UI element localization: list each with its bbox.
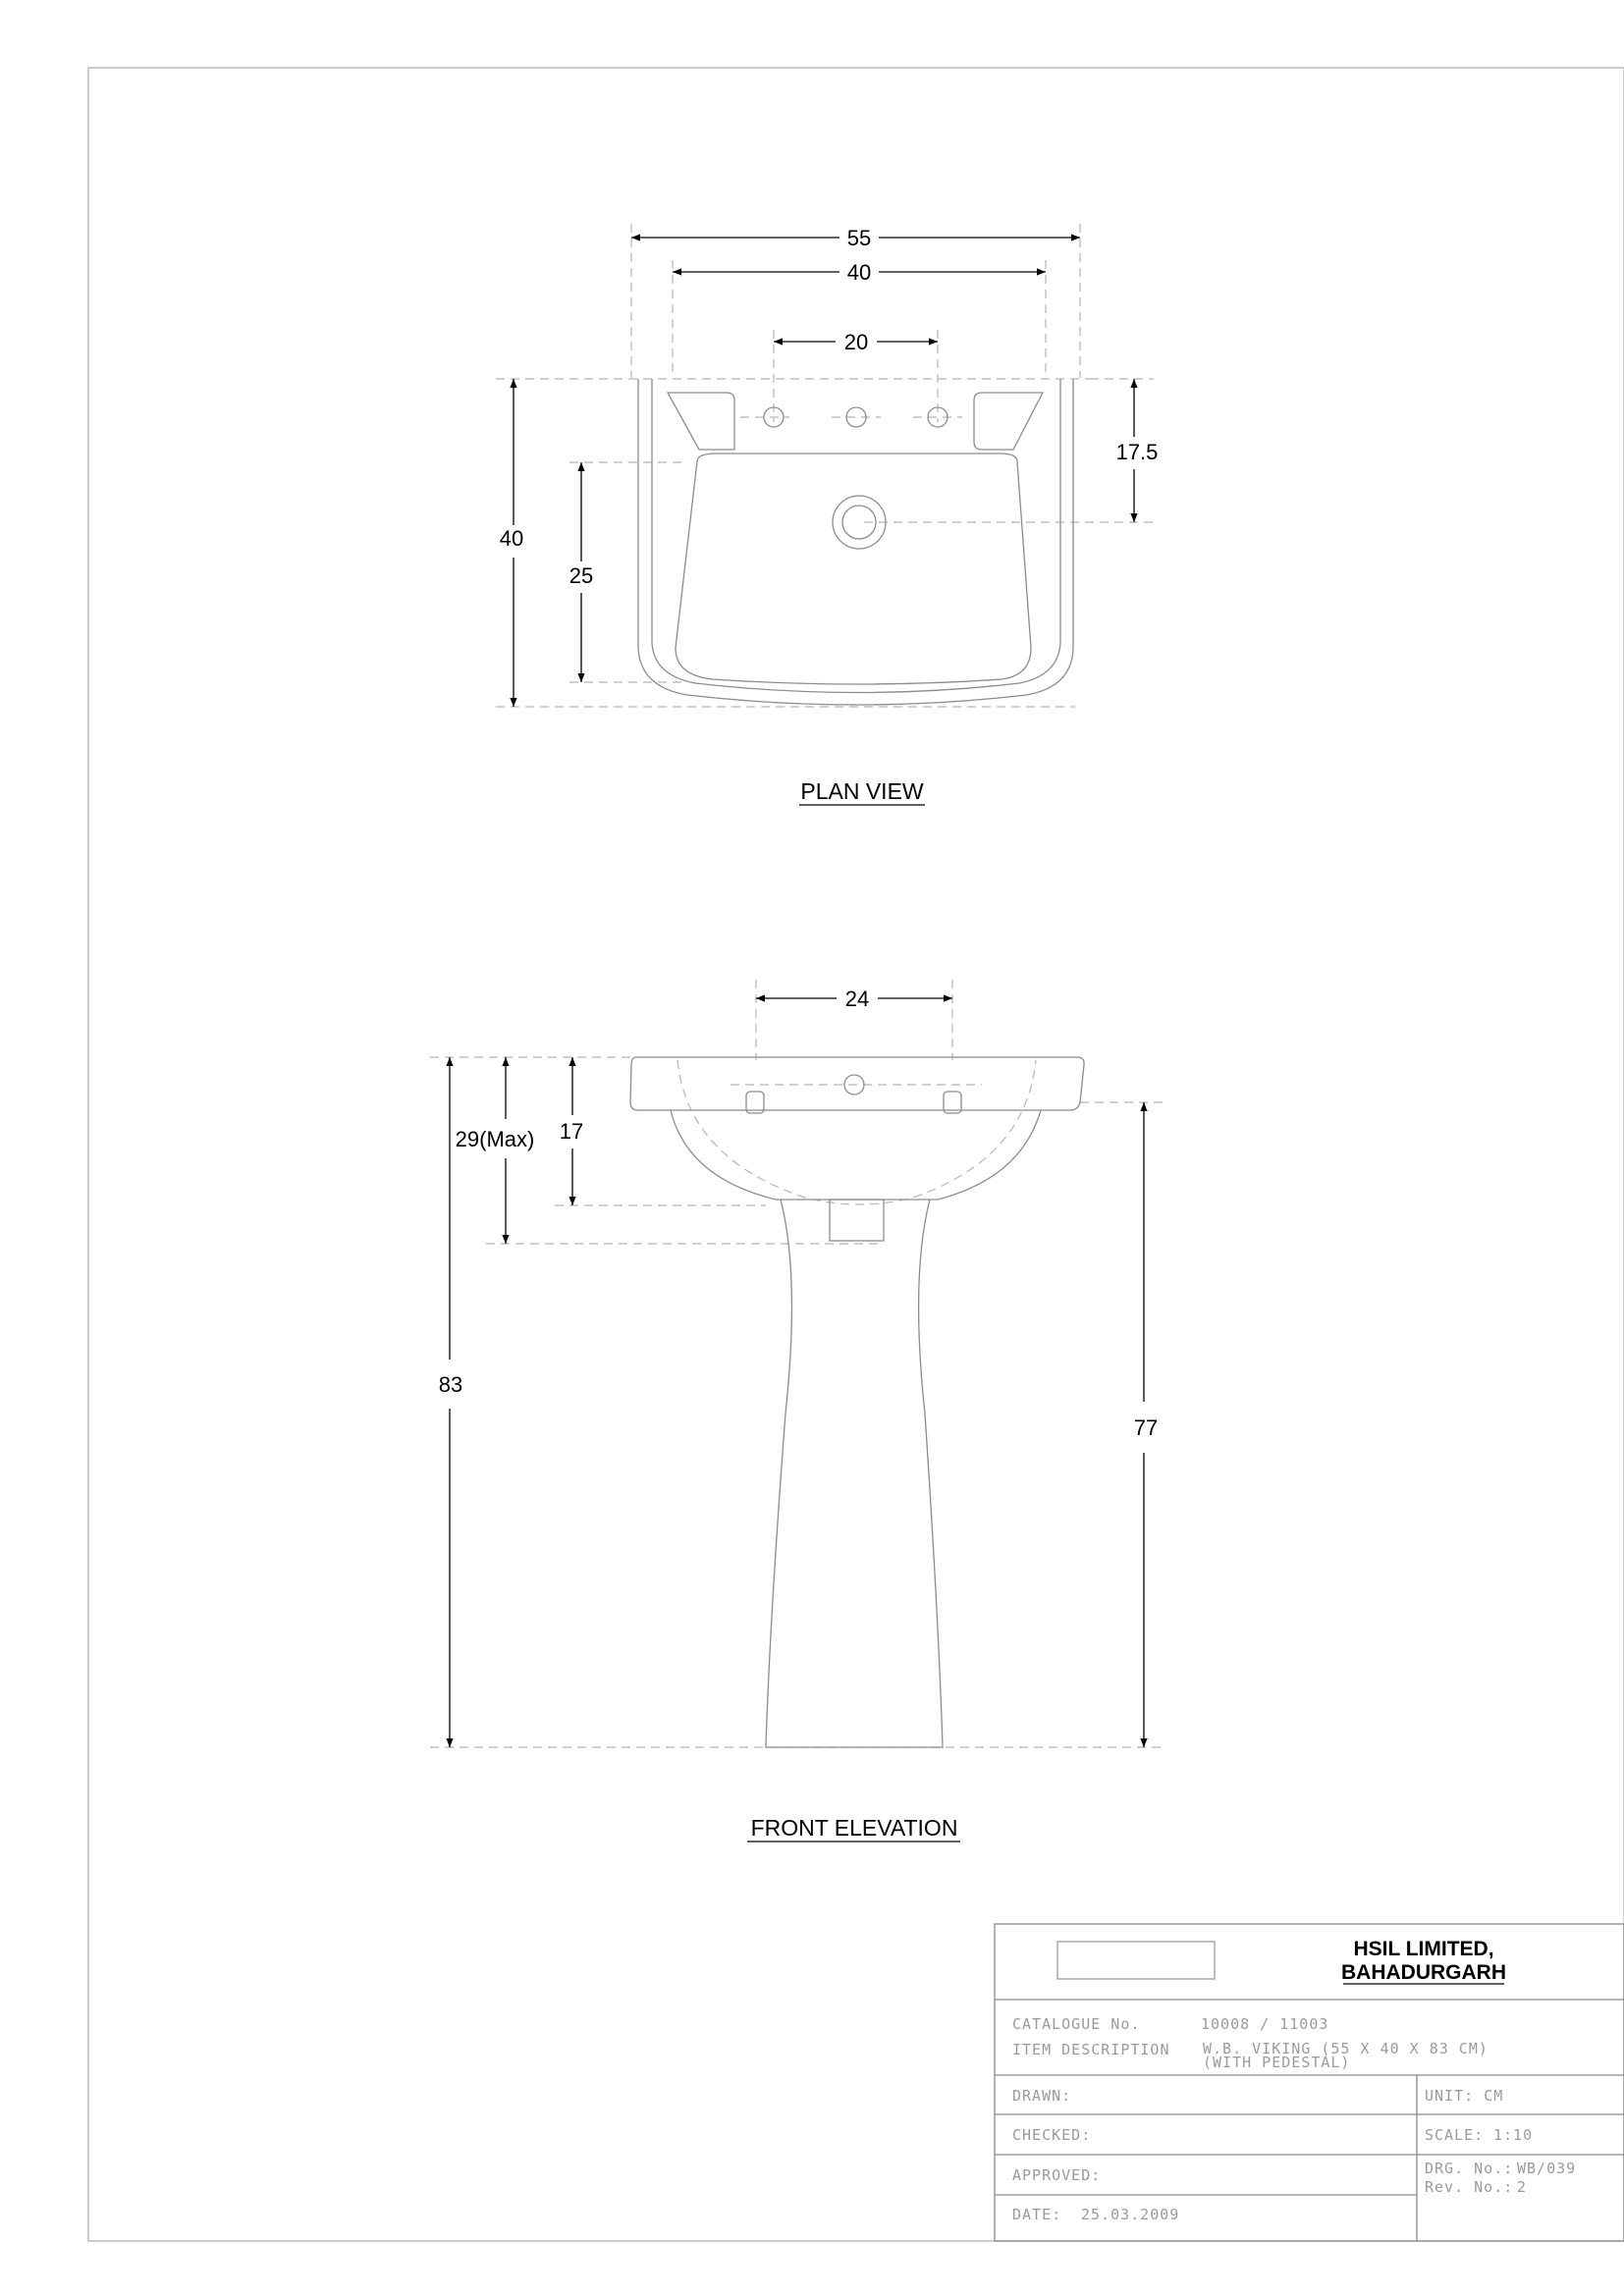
catalogue-value: 10008 / 11003 [1201, 2015, 1329, 2033]
front-elevation [430, 980, 1164, 1842]
front-rim-height-dim: 77 [1133, 1415, 1159, 1440]
revision-value: 2 [1517, 2178, 1528, 2196]
date-value: 25.03.2009 [1081, 2206, 1180, 2223]
front-elevation-title: FRONT ELEVATION [750, 1815, 958, 1841]
plan-waste-offset-dim: 17.5 [1115, 440, 1159, 464]
plan-view [496, 224, 1158, 805]
date-label: DATE: [1012, 2206, 1062, 2223]
sheet-border [88, 68, 1624, 2241]
plan-tap-spacing-dim: 20 [843, 330, 869, 354]
checked-label: CHECKED: [1012, 2126, 1092, 2144]
front-bowl-height-dim: 17 [559, 1119, 584, 1144]
unit-label: UNIT: CM [1425, 2087, 1504, 2105]
approved-label: APPROVED: [1012, 2166, 1102, 2184]
plan-view-title: PLAN VIEW [800, 778, 924, 804]
plan-depth-dim: 40 [499, 526, 524, 551]
front-total-height-dim: 83 [438, 1372, 463, 1397]
item-description-value-line1: W.B. VIKING (55 X 40 X 83 CM) [1203, 2040, 1489, 2057]
plan-overall-width-dim: 55 [846, 226, 872, 250]
plan-bowl-depth-dim: 25 [568, 563, 594, 588]
front-max-depth-dim: 29(Max) [455, 1127, 535, 1151]
catalogue-label: CATALOGUE No. [1012, 2015, 1141, 2033]
scale-label: SCALE: [1425, 2126, 1485, 2144]
item-description-label: ITEM DESCRIPTION [1012, 2041, 1170, 2058]
front-tap-spacing-dim: 24 [844, 987, 870, 1011]
scale-value: 1:10 [1493, 2126, 1534, 2144]
company-name-line1: HSIL LIMITED, [1353, 1938, 1494, 1960]
company-name-line2: BAHADURGARH [1341, 1961, 1506, 1984]
title-block [995, 1924, 1624, 2241]
drawing-number-label: DRG. No.: [1425, 2160, 1514, 2177]
drawing-number-value: WB/039 [1517, 2160, 1577, 2177]
company-logo-placeholder [1057, 1942, 1215, 1979]
drawn-label: DRAWN: [1012, 2087, 1072, 2105]
plan-inner-width-dim: 40 [846, 260, 872, 285]
revision-label: Rev. No.: [1425, 2178, 1514, 2196]
item-description-value-line2: (WITH PEDESTAL) [1203, 2054, 1351, 2071]
